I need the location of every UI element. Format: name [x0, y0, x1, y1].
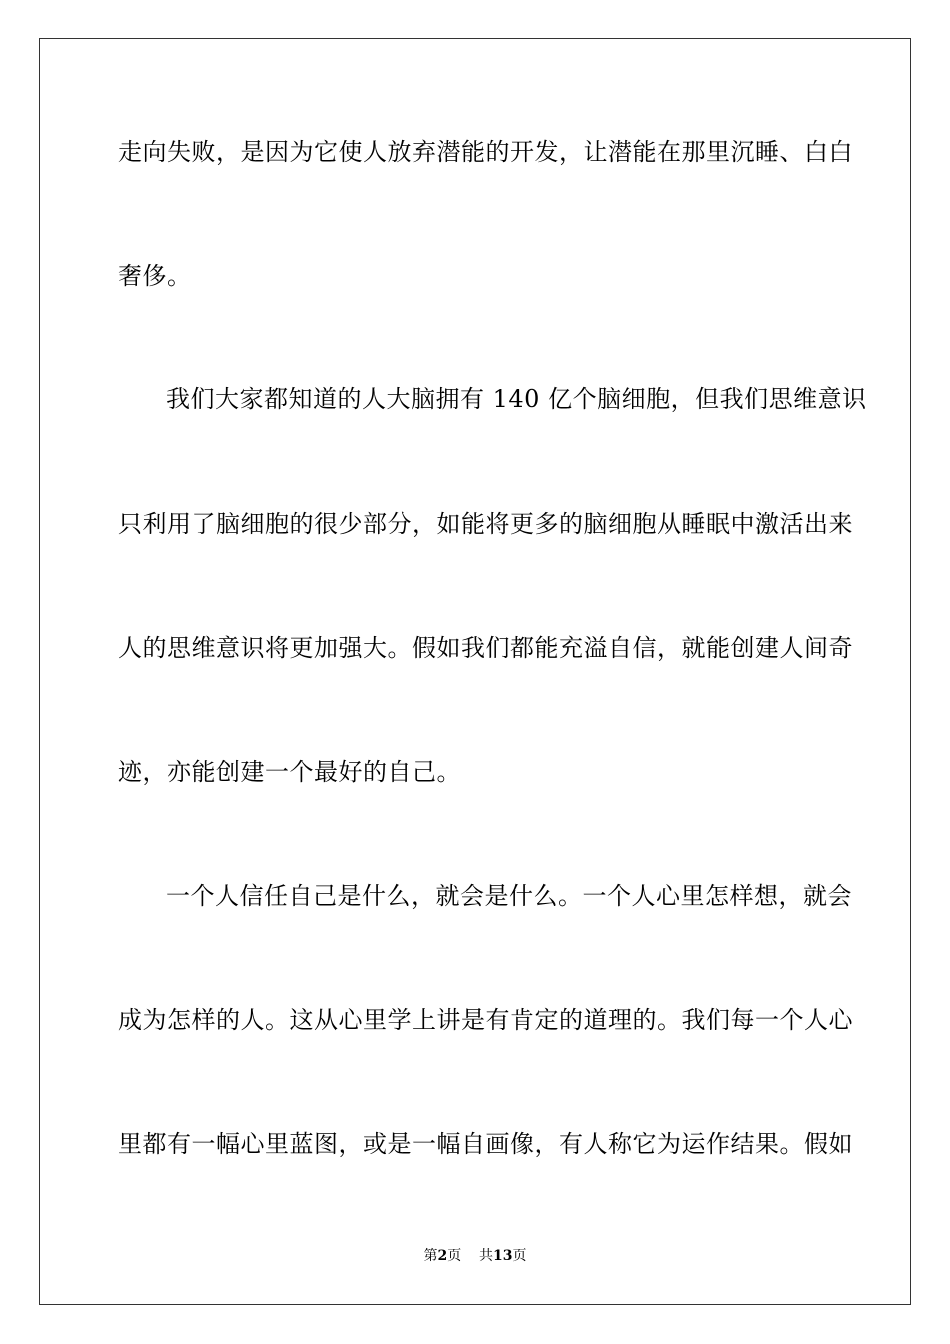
- paragraph-line: 奢侈。: [118, 262, 192, 290]
- page-border: [39, 38, 911, 1305]
- total-pages: 13: [493, 1248, 513, 1264]
- paragraph-line: 成为怎样的人。这从心里学上讲是有肯定的道理的。我们每一个人心: [118, 1006, 853, 1034]
- paragraph-line: 迹，亦能创建一个最好的自己。: [118, 758, 461, 786]
- page-prefix: 第: [423, 1248, 438, 1264]
- paragraph-line: 里都有一幅心里蓝图，或是一幅自画像，有人称它为运作结果。假如: [118, 1130, 853, 1158]
- page-suffix: 页: [447, 1248, 462, 1264]
- total-suffix: 页: [512, 1248, 527, 1264]
- paragraph-line: 人的思维意识将更加强大。假如我们都能充溢自信，就能创建人间奇: [118, 634, 853, 662]
- paragraph-line: 只利用了脑细胞的很少部分，如能将更多的脑细胞从睡眠中激活出来: [118, 510, 853, 538]
- paragraph-line: 走向失败，是因为它使人放弃潜能的开发，让潜能在那里沉睡、白白: [118, 138, 853, 166]
- paragraph-first-line: 一个人信任自己是什么，就会是什么。一个人心里怎样想，就会: [166, 882, 852, 910]
- page-number: 2: [437, 1248, 448, 1264]
- paragraph-first-line: 我们大家都知道的人大脑拥有 140 亿个脑细胞，但我们思维意识: [166, 385, 867, 413]
- total-prefix: 共: [479, 1248, 494, 1264]
- page-footer: [0, 1247, 950, 1265]
